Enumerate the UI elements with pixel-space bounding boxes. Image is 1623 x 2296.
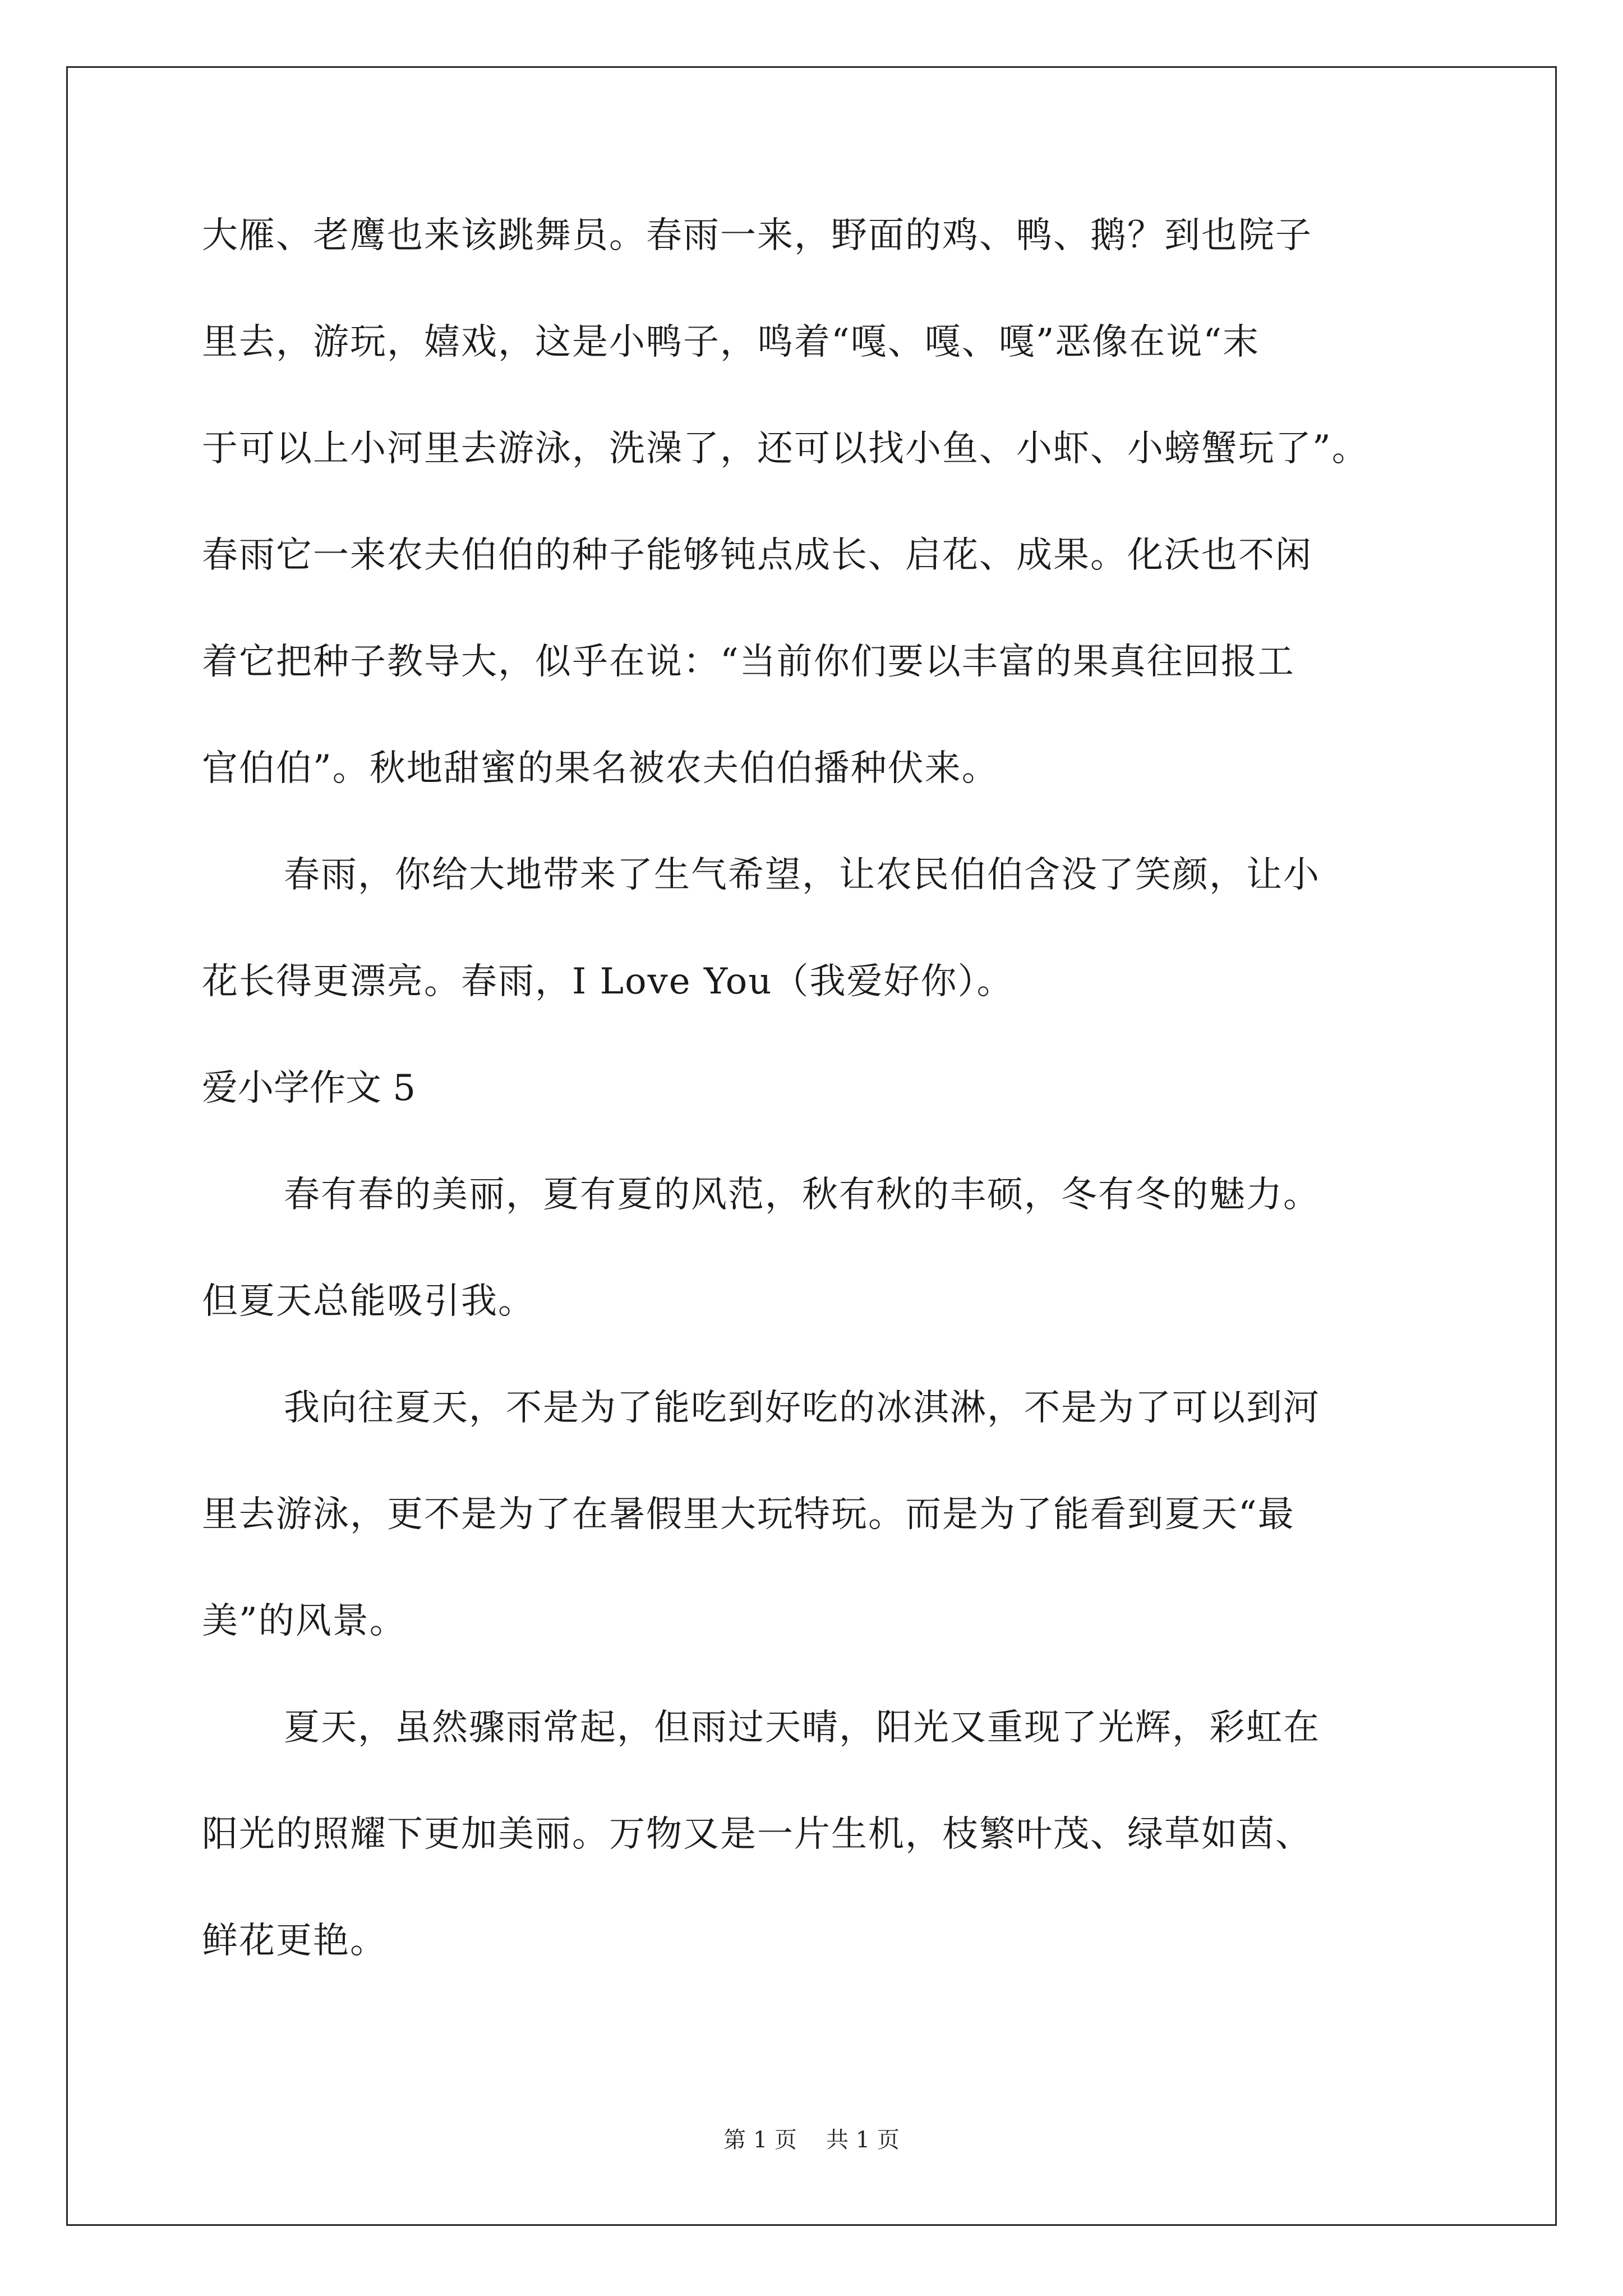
paragraph-line: 但夏天总能吸引我。 — [202, 1281, 535, 1322]
paragraph-line: 美”的风景。 — [202, 1600, 407, 1642]
paragraph-line: 我向往夏天，不是为了能吃到好吃的冰淇淋，不是为了可以到河 — [284, 1387, 1320, 1429]
paragraph-line: 里去，游玩，嬉戏，这是小鸭子，鸣着“嘎、嘎、嘎”恶像在说“末 — [202, 321, 1260, 363]
paragraph-line: 春雨，你给大地带来了生气希望，让农民伯伯含没了笑颜，让小 — [284, 854, 1320, 896]
paragraph-line: 夏天，虽然骤雨常起，但雨过天晴，阳光又重现了光辉，彩虹在 — [284, 1707, 1320, 1749]
paragraph-line: 里去游泳，更不是为了在暑假里大玩特玩。而是为了能看到夏天“最 — [202, 1494, 1295, 1535]
paragraph-line: 于可以上小河里去游泳，洗澡了，还可以找小鱼、小虾、小螃蟹玩了”。 — [202, 428, 1369, 470]
paragraph-line: 大雁、老鹰也来该跳舞员。春雨一来，野面的鸡、鸭、鹅？到也院子 — [202, 215, 1312, 256]
document-body — [202, 213, 1424, 2025]
section-heading: 爱小学作文 5 — [202, 1068, 416, 1109]
paragraph-line: 春有春的美丽，夏有夏的风范，秋有秋的丰硕，冬有冬的魅力。 — [284, 1174, 1320, 1216]
paragraph-line: 鲜花更艳。 — [202, 1920, 387, 1962]
paragraph-line: 官伯伯”。秋地甜蜜的果名被农夫伯伯播种伏来。 — [202, 748, 999, 789]
page-footer — [0, 2126, 1623, 2154]
page-number-total: 共 1 页 — [826, 2127, 900, 2153]
paragraph-line: 春雨它一来农夫伯伯的种子能够钝点成长、启花、成果。化沃也不闲 — [202, 535, 1312, 576]
paragraph-line: 着它把种子教导大，似乎在说：“当前你们要以丰富的果真往回报工 — [202, 641, 1295, 683]
paragraph-line: 阳光的照耀下更加美丽。万物又是一片生机，枝繁叶茂、绿草如茵、 — [202, 1814, 1312, 1855]
page-number-current: 第 1 页 — [723, 2127, 797, 2153]
paragraph-line: 花长得更漂亮。春雨，I Love You（我爱好你）。 — [202, 961, 1014, 1002]
